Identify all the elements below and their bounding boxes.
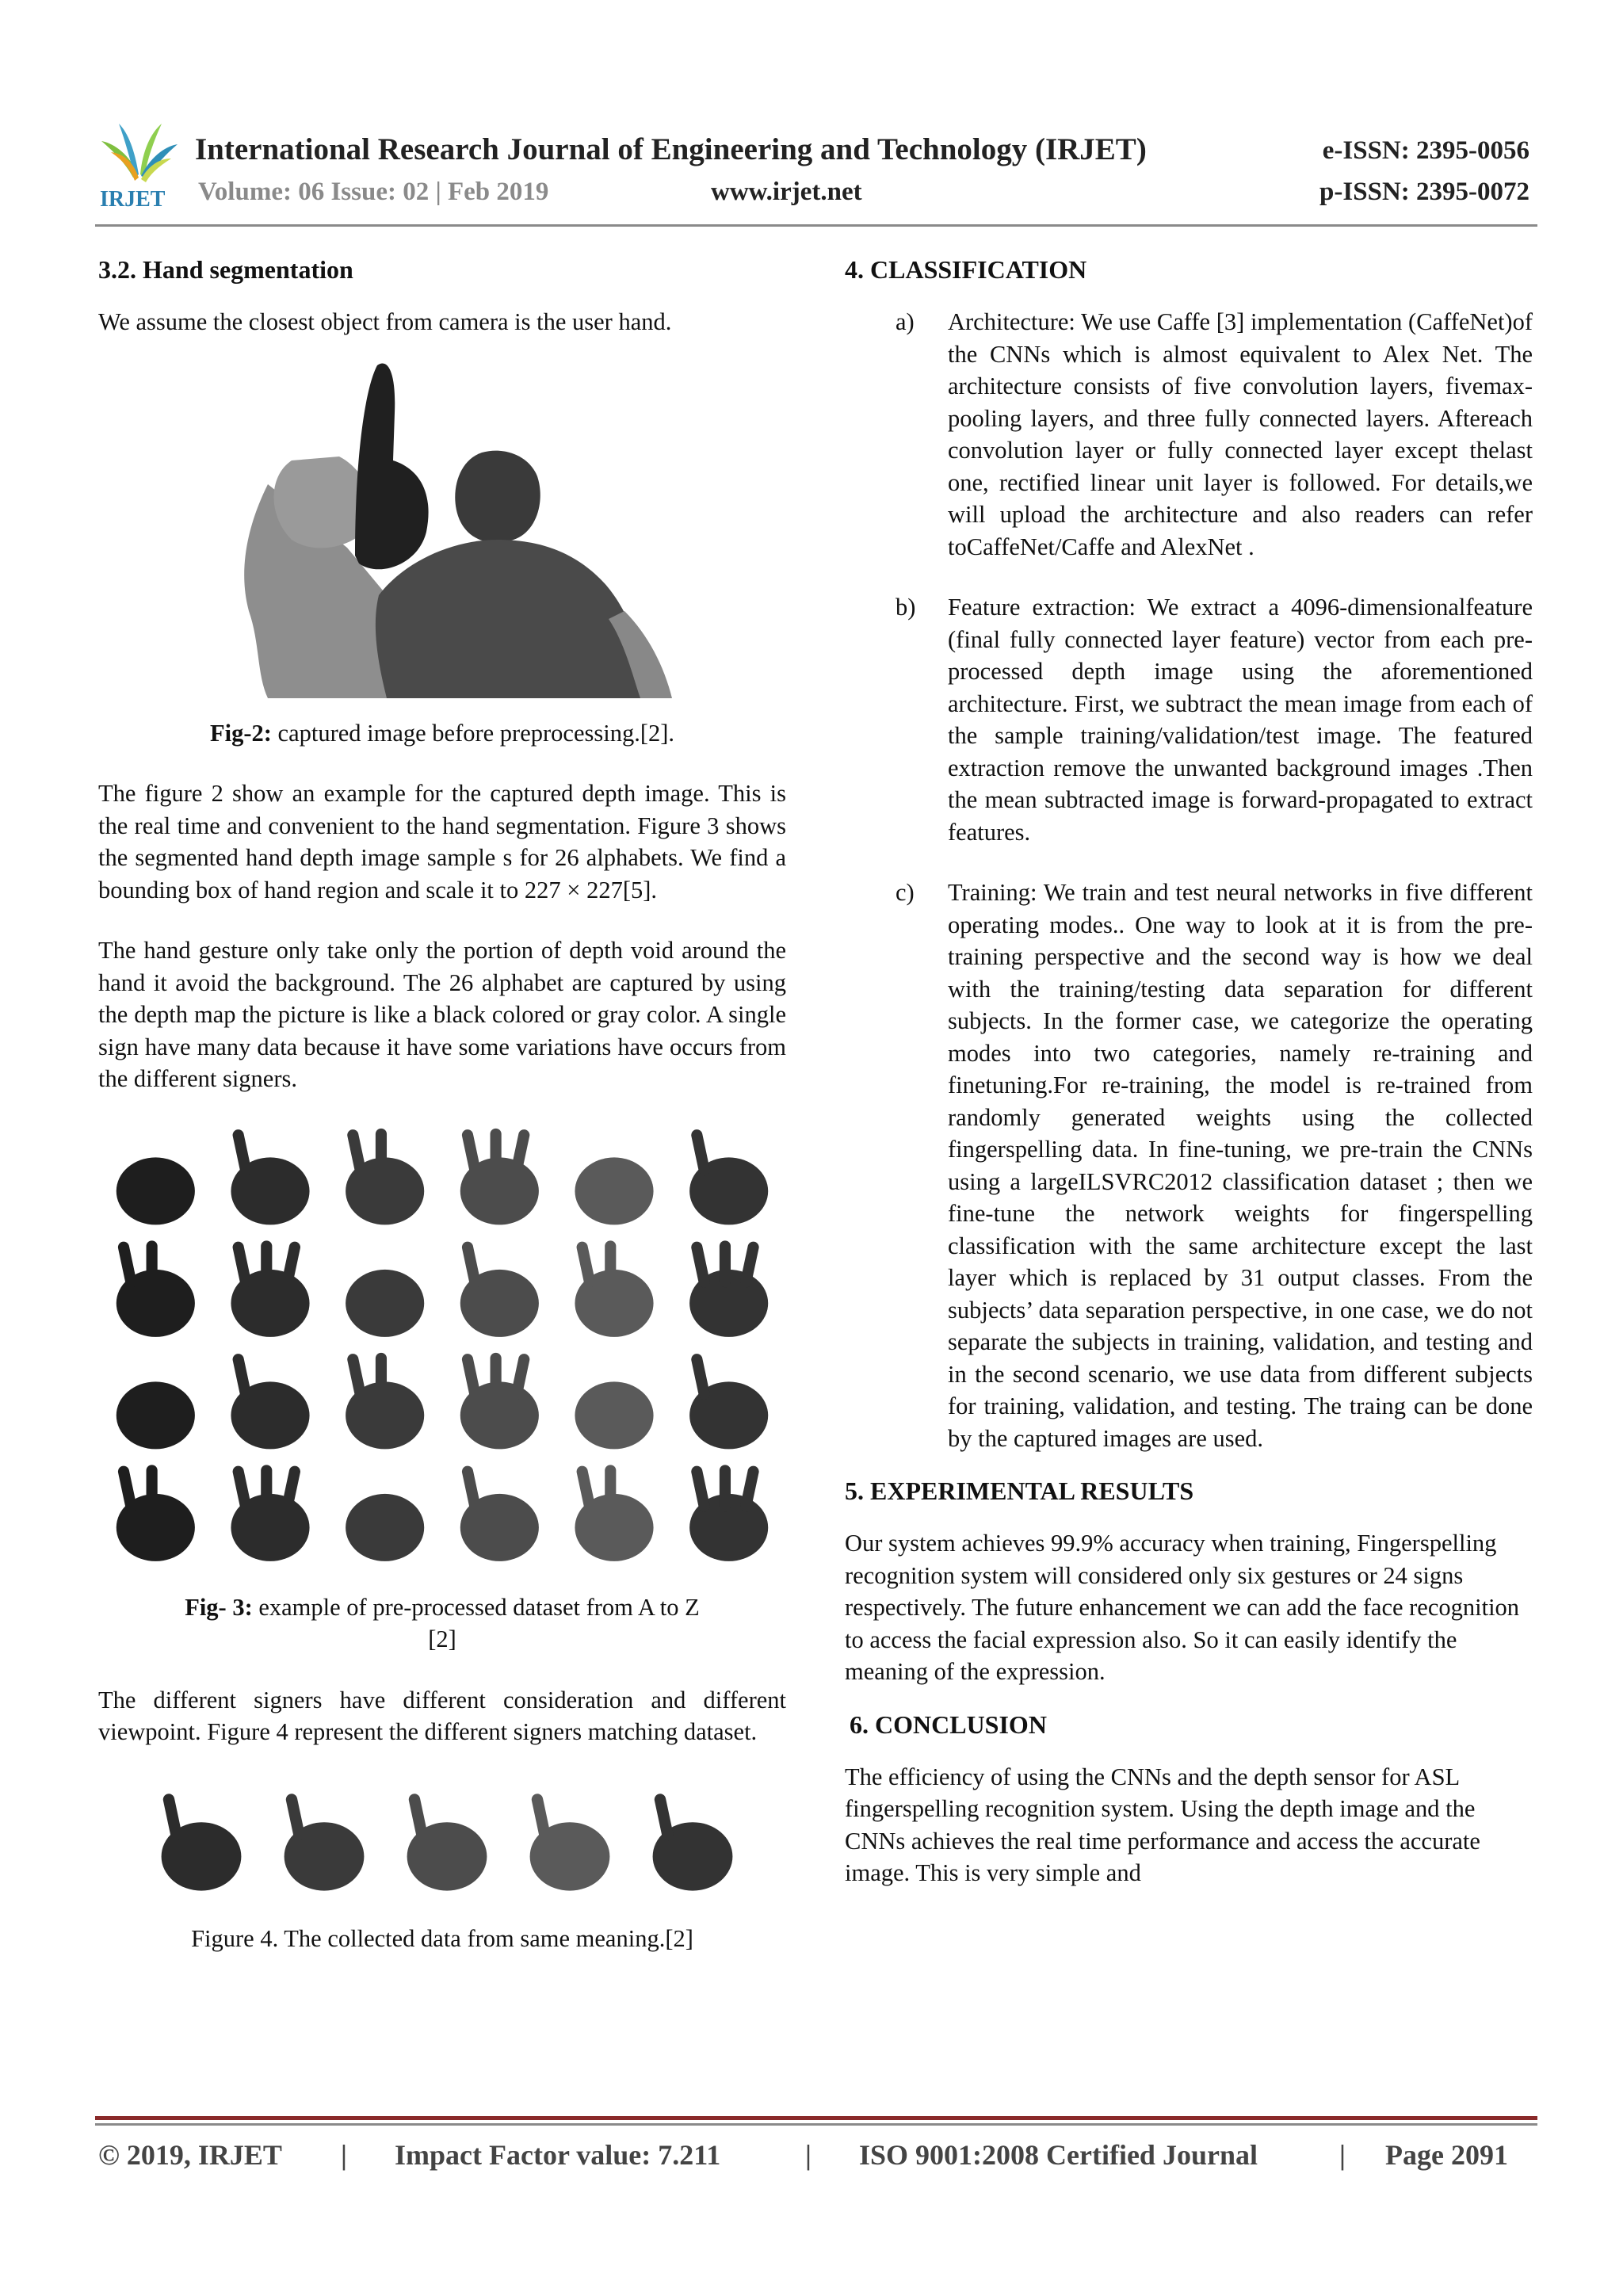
fig4-hand-4	[530, 1792, 610, 1890]
footer-rule-grey	[95, 2123, 1537, 2126]
fig2-caption	[98, 717, 786, 750]
fig3-hand-16	[460, 1352, 539, 1449]
left-column	[98, 252, 786, 1954]
fig3-hand-9	[346, 1269, 424, 1336]
fig3-hand-20	[231, 1465, 309, 1561]
fig3-hand-17	[575, 1381, 653, 1449]
fig3-caption	[98, 1591, 786, 1656]
paragraph-hand-gesture: The hand gesture only take only the portion of depth void around the hand it avoid the background. The 26 alphabet are captured by using the depth map the picture is like a black colored or gray color. A single sign have many data because it have some variations have occurs from the different signers.	[98, 937, 786, 1092]
classification-item-b	[845, 591, 1533, 848]
journal-url[interactable]: www.irjet.net	[711, 178, 862, 206]
fig4-hand-2	[285, 1792, 365, 1890]
fig3-hand-4	[460, 1128, 539, 1224]
fig3-hand-22	[460, 1465, 539, 1561]
fig3-label: Fig- 3:	[185, 1593, 253, 1621]
fig3-caption-ref: [2]	[428, 1626, 456, 1652]
fig3-hand-7	[116, 1240, 195, 1337]
fig3-hand-13	[116, 1381, 195, 1449]
section-title-conclusion: 6. CONCLUSION	[850, 1710, 1047, 1739]
journal-title: International Research Journal of Engineering and Technology (IRJET)	[195, 132, 1147, 166]
fig3-hand-5	[575, 1157, 653, 1224]
fig3-hand-8	[231, 1240, 309, 1337]
fig3-hand-3	[346, 1128, 424, 1224]
fig4-hand-1	[162, 1792, 242, 1890]
item-text: Feature extraction: We extract a 4096-dimensionalfeature (final fully connected layer feature) vector from each pre-processed depth image using the aforementioned architecture. First, we subtract the mean image from each of the sample training/validation/test image. The featured extraction remove the unwanted background images .Then the mean subtracted image is forward-propagated to extract features.	[948, 594, 1533, 846]
section-title-classification: 4. CLASSIFICATION	[845, 255, 1087, 284]
fig4-signers-images	[138, 1777, 756, 1904]
irjet-logo	[95, 119, 182, 212]
fig2-label: Fig-2:	[209, 719, 272, 747]
fig3-hand-6	[689, 1128, 768, 1224]
fig2-caption-text: captured image before preprocessing.[2].	[271, 719, 675, 747]
fig3-hand-11	[575, 1240, 653, 1337]
item-label: c)	[896, 879, 915, 906]
fig3-hand-14	[231, 1352, 309, 1449]
fig3-hand-grid	[98, 1124, 786, 1572]
section-title-experimental-results: 5. EXPERIMENTAL RESULTS	[845, 1477, 1194, 1505]
logo-text: IRJET	[100, 187, 166, 212]
volume-issue: Volume: 06 Issue: 02 | Feb 2019	[198, 178, 549, 206]
fig3-hand-23	[575, 1465, 653, 1561]
fig3-caption-text: example of pre-processed dataset from A to Z	[252, 1593, 700, 1621]
footer-separator: |	[341, 2139, 347, 2171]
footer-iso: ISO 9001:2008 Certified Journal	[859, 2139, 1258, 2171]
fig2-depth-image	[181, 357, 685, 698]
footer-impact-factor: Impact Factor value: 7.211	[395, 2139, 721, 2171]
item-label: a)	[896, 308, 915, 335]
right-column	[845, 252, 1533, 1889]
fig3-hand-21	[346, 1493, 424, 1561]
fig4-caption: Figure 4. The collected data from same meaning.[2]	[191, 1924, 693, 1952]
pissn: p-ISSN: 2395-0072	[1319, 178, 1529, 206]
fig3-hand-2	[231, 1128, 309, 1224]
footer-rule-dark	[95, 2116, 1537, 2120]
section-title-hand-segmentation: 3.2. Hand segmentation	[98, 255, 353, 284]
item-label: b)	[896, 594, 916, 621]
fig3-hand-1	[116, 1157, 195, 1224]
fig4-hand-3	[407, 1792, 487, 1890]
footer-separator: |	[1339, 2139, 1346, 2171]
fig3-hand-24	[689, 1465, 768, 1561]
conclusion-paragraph: The efficiency of using the CNNs and the depth sensor for ASL fingerspelling recognition system. Using the depth image and the CNNs achieves the real time performance and access the accurate image. This is very simple and	[845, 1763, 1480, 1886]
footer-page-number: Page 2091	[1385, 2139, 1508, 2171]
header-rule	[95, 224, 1537, 227]
fig3-hand-12	[689, 1240, 768, 1337]
fig3-hand-19	[116, 1465, 195, 1561]
paragraph-figure-2: The figure 2 show an example for the captured depth image. This is the real time and convenient to the hand segmentation. Figure 3 shows the segmented hand depth image sample s for 26 alphabets. We find a bounding box of hand region and scale it to 227 × 227[5].	[98, 780, 786, 904]
classification-item-a	[845, 306, 1533, 563]
item-text: Architecture: We use Caffe [3] implementation (CaffeNet)of the CNNs which is almost equivalent to Alex Net. The architecture consists of five convolution layers, fivemax-pooling layers, and three fully connected layers. Aftereach convolution layer or fully connected layer except thelast one, rectified linear unit layer is followed. For details,we will upload the architecture and also readers can refer toCaffeNet/Caffe and AlexNet .	[948, 308, 1533, 560]
fig3-hand-10	[460, 1240, 539, 1337]
fig3-hand-18	[689, 1352, 768, 1449]
footer-separator: |	[805, 2139, 812, 2171]
paragraph-different-signers: The different signers have different consideration and different viewpoint. Figure 4 represent the different signers matching dataset.	[98, 1686, 786, 1745]
eissn: e-ISSN: 2395-0056	[1322, 136, 1529, 165]
classification-item-c	[845, 877, 1533, 1454]
footer-copyright: © 2019, IRJET	[98, 2139, 282, 2171]
fig3-hand-15	[346, 1352, 424, 1449]
item-text: Training: We train and test neural networks in five different operating modes.. One way to look at it is from the pre-training perspective and the second way is how we deal with the training/testing data separation for different subjects. In the former case, we categorize the operating modes into two categories, namely re-training and finetuning.For re-training, the model is re-trained from randomly generated weights using the collected fingerspelling data. In fine-tuning, we pre-train the CNNs using a largeILSVRC2012 classification dataset ; then we fine-tune the network weights for fingerspelling classification with the same architecture except the last layer which is replaced by 31 output classes. From the subjects’ data separation perspective, in one case, we do not separate the subjects in training, validation, and testing and in the second scenario, we use data from different subjects for training, validation, and testing. The traing can be done by the captured images are used.	[948, 879, 1533, 1452]
results-paragraph: Our system achieves 99.9% accuracy when training, Fingerspelling recognition system will considered only six gestures or 24 signs respectively. The future enhancement we can add the face recognition to access the facial expression also. So it can easily identify the meaning of the expression.	[845, 1530, 1520, 1685]
fig4-hand-5	[653, 1792, 733, 1890]
intro-paragraph: We assume the closest object from camera is the user hand.	[98, 308, 672, 335]
